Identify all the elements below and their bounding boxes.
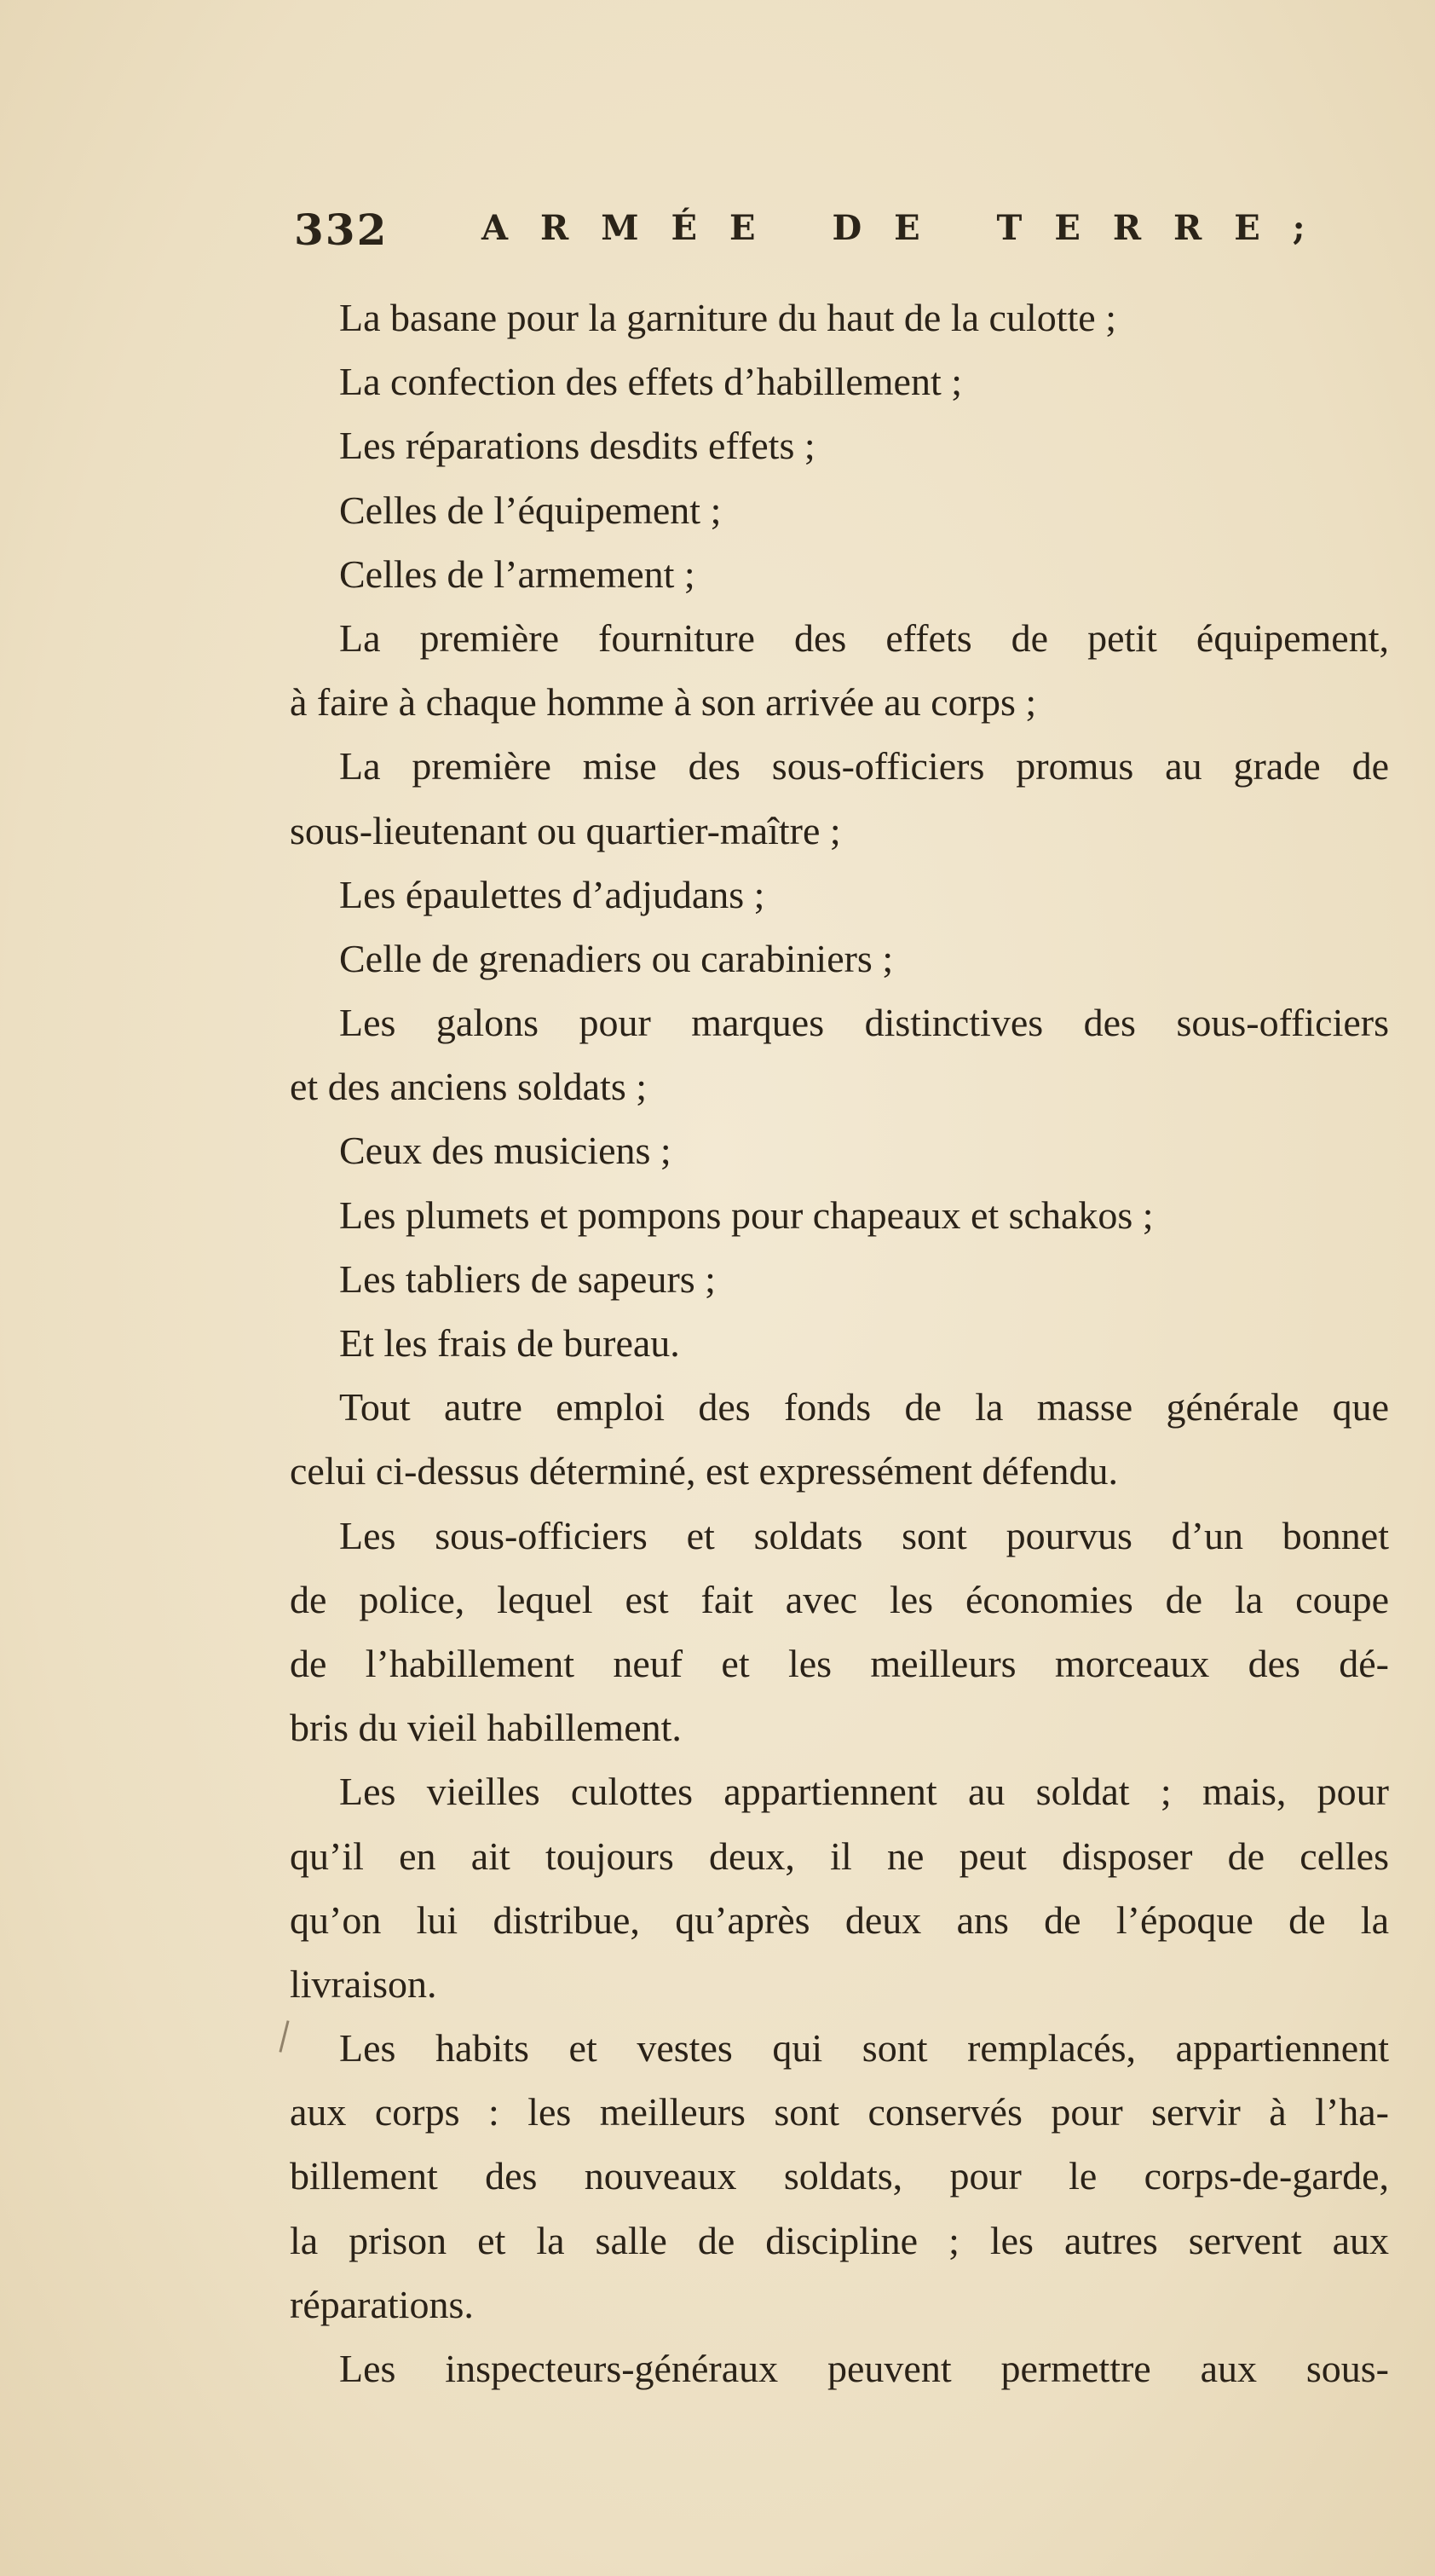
text-line: La première fourniture des effets de petit équipement, (339, 615, 1389, 660)
text-line: Ceux des musiciens ; (339, 1129, 671, 1173)
text-line: sous-lieutenant ou quartier-maître ; (290, 808, 841, 852)
margin-pencil-mark (279, 2020, 289, 2053)
text-line: qu’il en ait toujours deux, il ne peut disposer de celles (290, 1834, 1389, 1878)
text-line: Et les frais de bureau. (339, 1321, 680, 1365)
text-line: Les inspecteurs-généraux peuvent permettre aux sous- (339, 2347, 1389, 2390)
body-text (290, 286, 1389, 2400)
text-line: et des anciens soldats ; (290, 1065, 648, 1109)
running-head-title: ARMÉE DE TERRE; (481, 208, 1338, 248)
text-line: Les réparations desdits effets ; (339, 424, 815, 468)
text-line: la prison et la salle de discipline ; les autres servent aux (290, 2218, 1389, 2262)
text-line: Les plumets et pompons pour chapeaux et schakos ; (339, 1193, 1154, 1237)
running-head (294, 205, 1351, 273)
text-line: Les galons pour marques distinctives des sous-officiers (339, 1001, 1389, 1045)
text-line: Tout autre emploi des fonds de la masse générale que (339, 1385, 1389, 1430)
text-line: Celle de grenadiers ou carabiniers ; (339, 936, 894, 980)
text-line: qu’on lui distribue, qu’après deux ans de l’époque de la (290, 1897, 1389, 1942)
text-line: Les épaulettes d’adjudans ; (339, 872, 765, 916)
text-line: Les sous-officiers et soldats sont pourvus d’un bonnet (339, 1513, 1389, 1557)
text-line: Les vieilles culottes appartiennent au soldat ; mais, pour (339, 1770, 1389, 1814)
text-line: Celles de l’équipement ; (339, 488, 722, 532)
text-line: La basane pour la garniture du haut de la culotte ; (339, 296, 1116, 339)
text-line: celui ci-dessus déterminé, est expressément défendu. (290, 1449, 1119, 1493)
text-line: livraison. (290, 1961, 437, 2006)
text-line: La première mise des sous-officiers promus au grade de (339, 744, 1389, 788)
page-number: 332 (294, 205, 389, 255)
text-line: billement des nouveaux soldats, pour le corps-de-garde, (290, 2154, 1389, 2198)
text-line: aux corps : les meilleurs sont conservés pour servir à l’ha- (290, 2090, 1389, 2134)
text-line: Les tabliers de sapeurs ; (339, 1256, 716, 1301)
text-line: de police, lequel est fait avec les économies de la coupe (290, 1577, 1389, 1621)
text-line: La confection des effets d’habillement ; (339, 360, 963, 404)
text-line: réparations. (290, 2282, 474, 2326)
text-line: à faire à chaque homme à son arrivée au corps ; (290, 680, 1037, 725)
text-line: Les habits et vestes qui sont remplacés, appartiennent (339, 2026, 1389, 2071)
text-line: Celles de l’armement ; (339, 552, 695, 596)
text-line: de l’habillement neuf et les meilleurs morceaux des dé- (290, 1641, 1389, 1685)
text-line: bris du vieil habillement. (290, 1706, 682, 1750)
